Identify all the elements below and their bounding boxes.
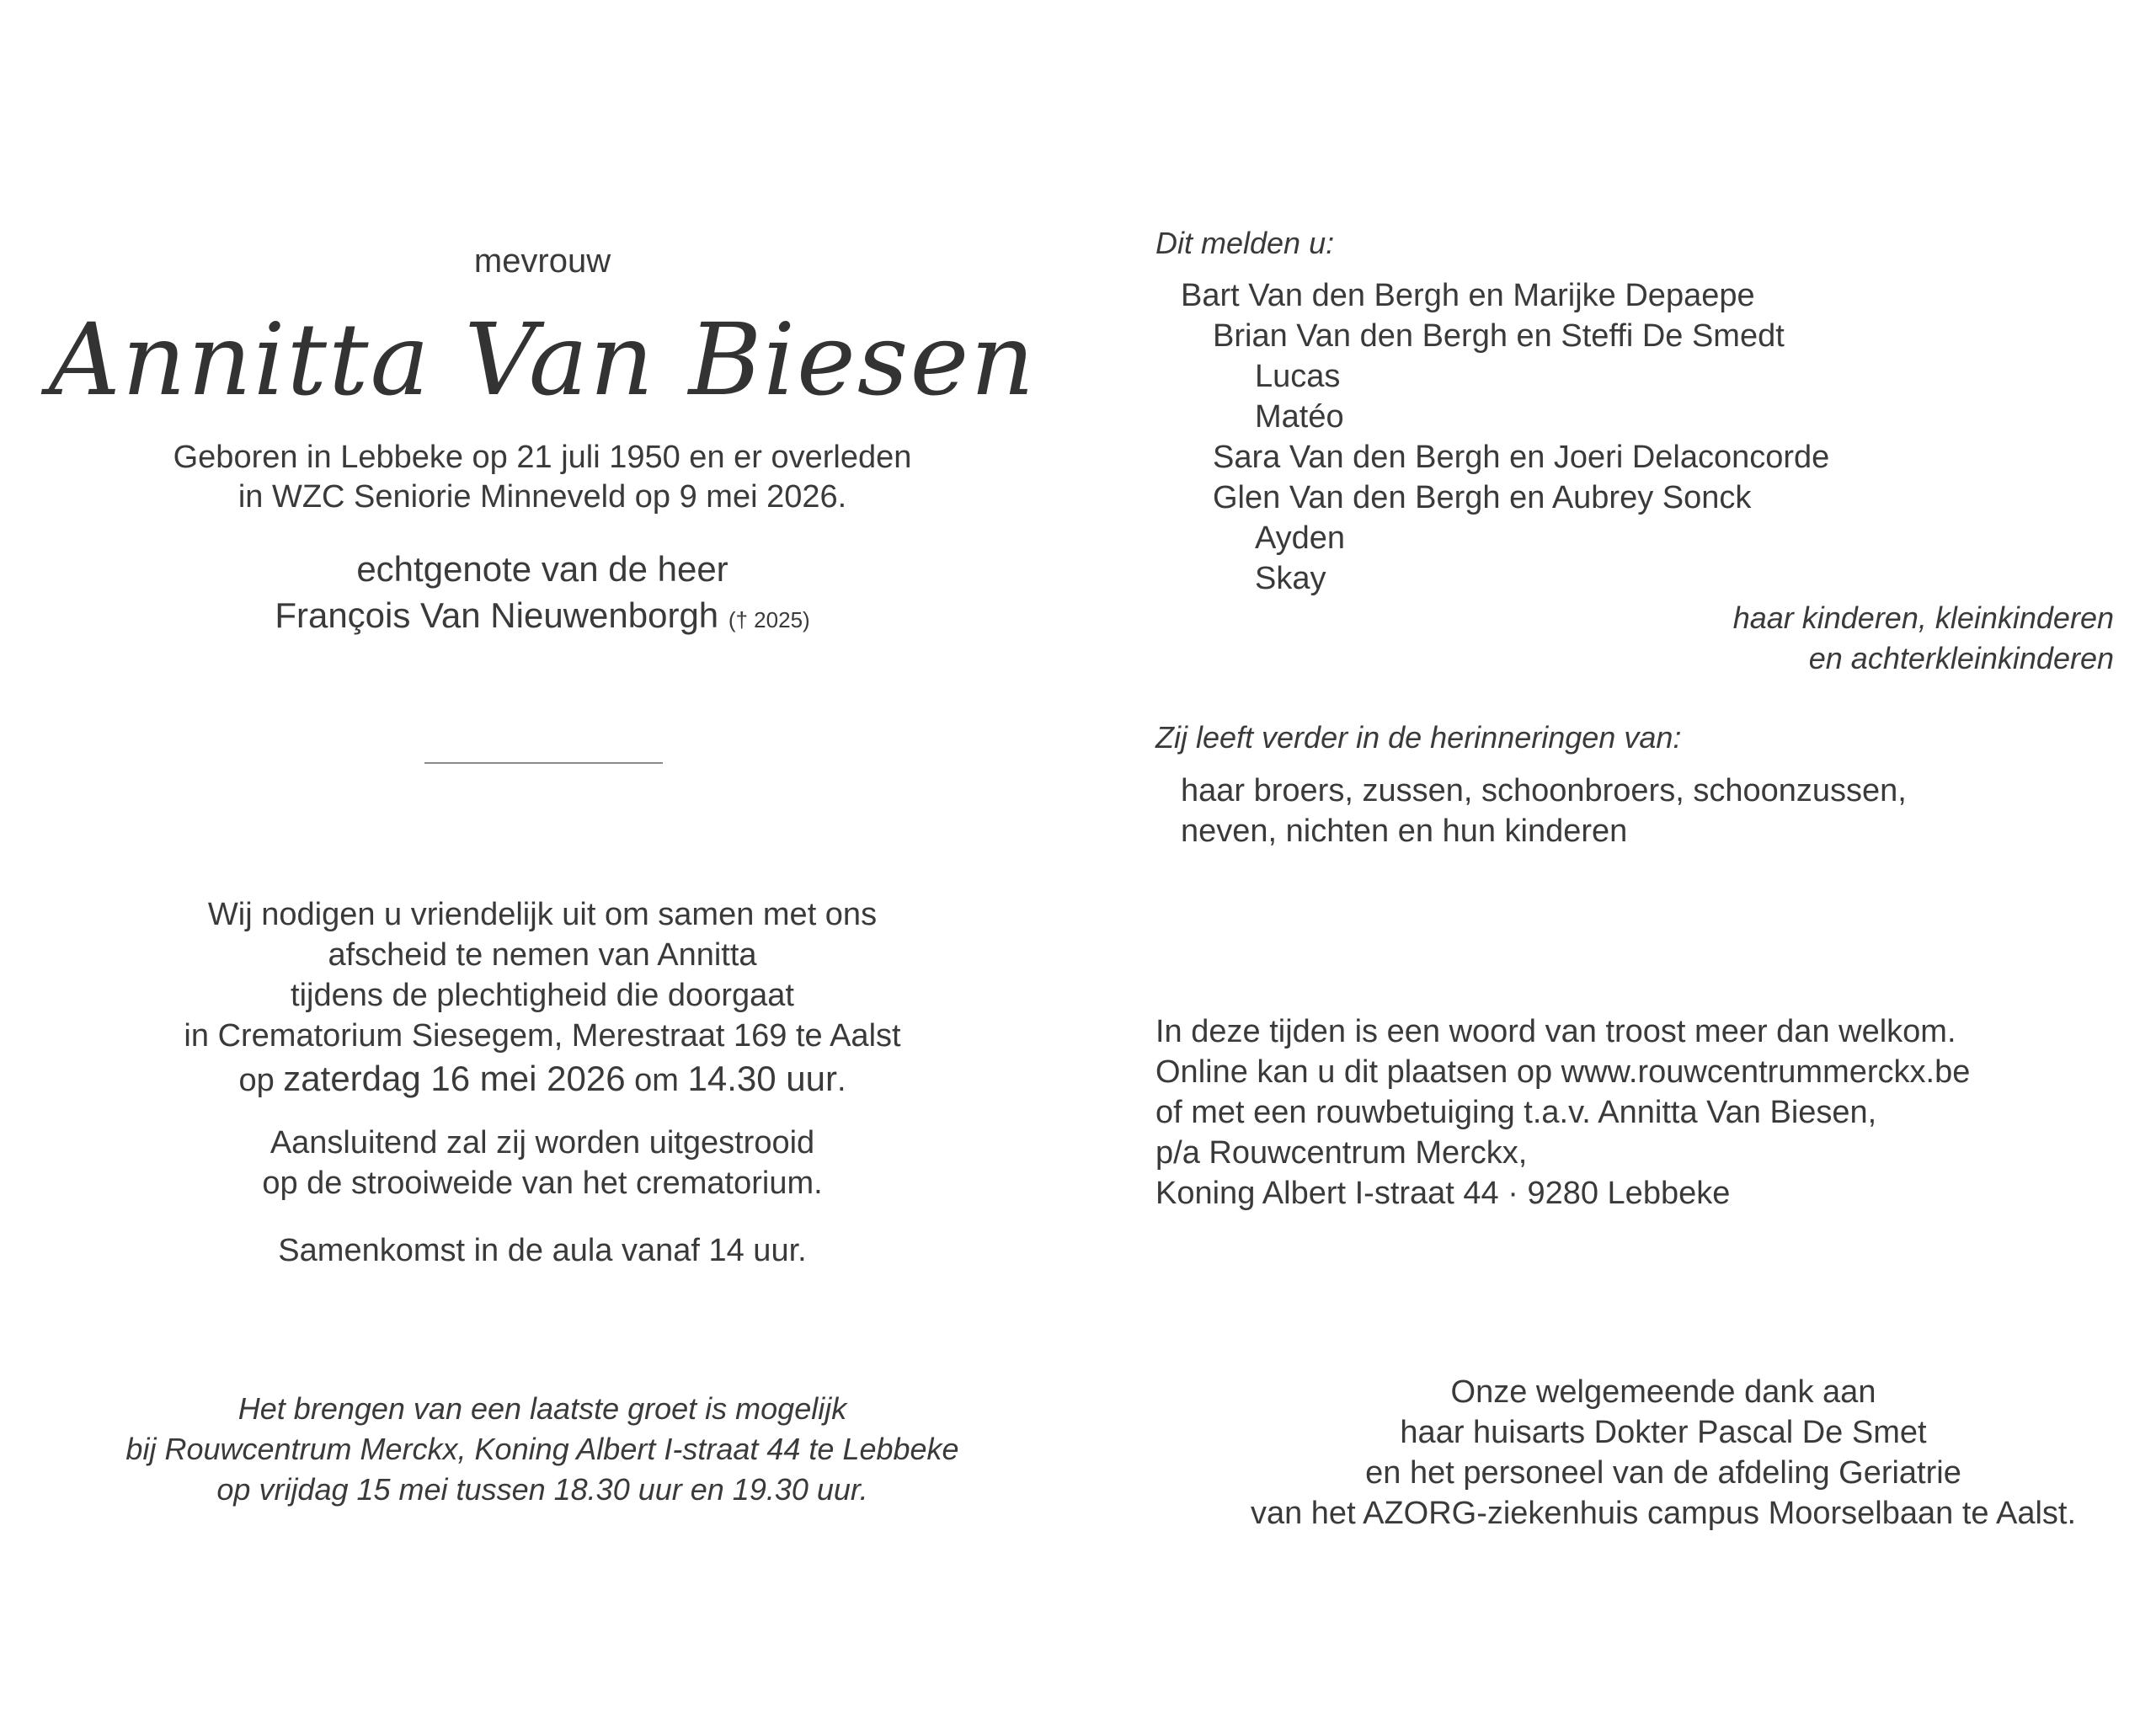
condolence-line-3: of met een rouwbetuiging t.a.v. Annitta Van Biesen, (1155, 1095, 1877, 1130)
ceremony-time: 14.30 uur (687, 1059, 837, 1098)
invite-line-2: afscheid te nemen van Annitta (328, 937, 757, 973)
spouse-name: François Van Nieuwenborgh (275, 595, 719, 635)
invite-line-3: tijdens de plechtigheid die doorgaat (291, 978, 794, 1013)
birth-line-2: in WZC Seniorie Minneveld op 9 mei 2026. (237, 479, 847, 515)
invite-line-4: in Crematorium Siesegem, Merestraat 169 te Aalst (184, 1018, 901, 1054)
time-prefix: om (634, 1063, 679, 1098)
ceremony-date: zaterdag 16 mei 2026 (283, 1059, 626, 1098)
gathering-line: Samenkomst in de aula vanaf 14 uur. (278, 1233, 807, 1268)
birth-line-1: Geboren in Lebbeke op 21 juli 1950 en er overleden (173, 440, 912, 475)
condolence-line-5: Koning Albert I-straat 44 · 9280 Lebbeke (1155, 1176, 1731, 1211)
family-caption-2: en achterkleinkinderen (1808, 641, 2114, 675)
memories-line-1: haar broers, zussen, schoonbroers, schoonzussen, (1181, 773, 1907, 808)
salutation: mevrouw (473, 243, 611, 280)
family-caption-1: haar kinderen, kleinkinderen (1732, 600, 2114, 635)
thanks-line-2: haar huisarts Dokter Pascal De Smet (1400, 1415, 1927, 1450)
family-level3-c2: Skay (1255, 561, 1326, 596)
family-level3-a1: Lucas (1255, 359, 1341, 394)
visit-line-1: Het brengen van een laatste groet is mogelijk (237, 1391, 847, 1426)
ceremony-date-line (238, 1061, 846, 1096)
family-level3-a2: Matéo (1255, 399, 1344, 435)
date-prefix: op (238, 1063, 275, 1098)
condolence-line-4: p/a Rouwcentrum Merckx, (1155, 1135, 1528, 1171)
spouse-death-year: († 2025) (728, 607, 810, 632)
thanks-line-3: en het personeel van de afdeling Geriatrie (1365, 1455, 1961, 1491)
memories-line-2: neven, nichten en hun kinderen (1181, 814, 1628, 849)
scatter-line-2: op de strooiweide van het crematorium. (262, 1166, 823, 1201)
spouse-line: echtgenote van de heer (356, 549, 728, 589)
visit-line-2: bij Rouwcentrum Merckx, Koning Albert I-straat 44 te Lebbeke (125, 1432, 959, 1466)
family-level2-c: Glen Van den Bergh en Aubrey Sonck (1213, 480, 1752, 515)
family-level2-a: Brian Van den Bergh en Steffi De Smedt (1213, 318, 1785, 354)
condolence-line-2: Online kan u dit plaatsen op www.rouwcentrummerckx.be (1155, 1054, 1971, 1090)
deceased-name: Annitta Van Biesen (48, 301, 1037, 418)
announce-heading: Dit melden u: (1155, 226, 1335, 260)
family-level2-b: Sara Van den Bergh en Joeri Delaconcorde (1213, 440, 1830, 475)
thanks-line-1: Onze welgemeende dank aan (1450, 1374, 1876, 1410)
visit-line-3: op vrijdag 15 mei tussen 18.30 uur en 19.30 uur. (216, 1472, 868, 1507)
memories-heading: Zij leeft verder in de herinneringen van: (1155, 720, 1682, 755)
invite-line-1: Wij nodigen u vriendelijk uit om samen met ons (207, 897, 878, 932)
thanks-line-4: van het AZORG-ziekenhuis campus Moorselbaan te Aalst. (1250, 1496, 2077, 1531)
scatter-line-1: Aansluitend zal zij worden uitgestrooid (270, 1125, 815, 1160)
condolence-line-1: In deze tijden is een woord van troost meer dan welkom. (1155, 1014, 1956, 1049)
divider (424, 762, 663, 764)
spouse-name-line (275, 595, 810, 635)
date-suffix: . (836, 1063, 846, 1098)
family-level1-a: Bart Van den Bergh en Marijke Depaepe (1181, 278, 1755, 313)
family-level3-c1: Ayden (1255, 520, 1346, 556)
